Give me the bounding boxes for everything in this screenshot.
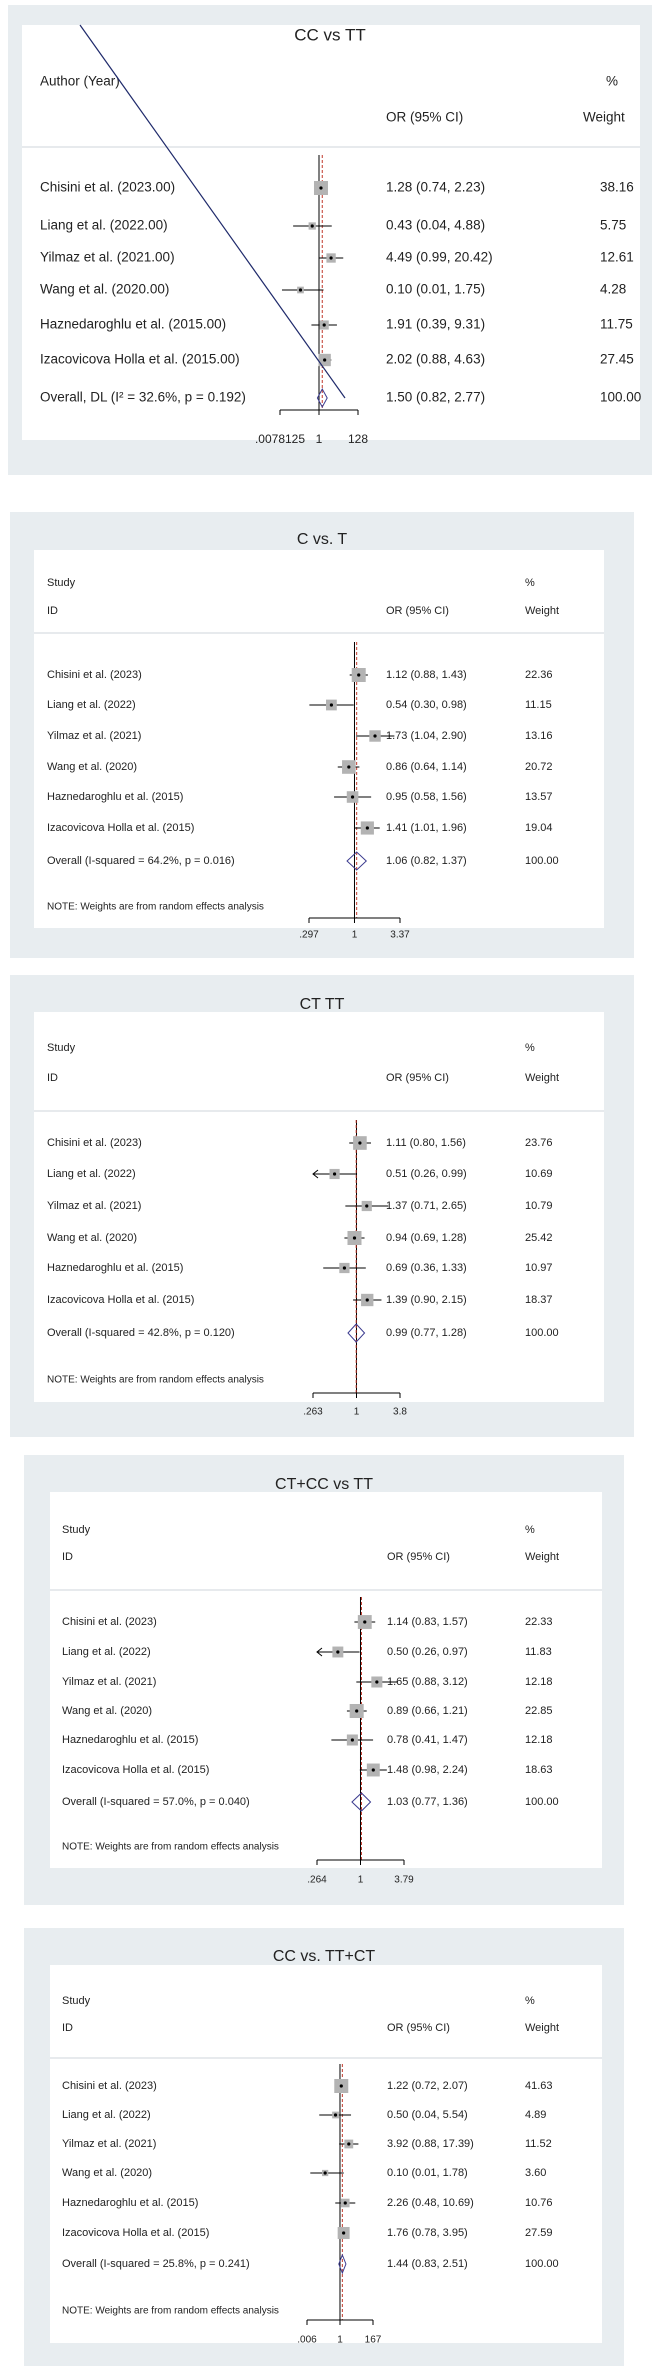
study-label: Haznedaroghlu et al. (2015): [62, 2196, 199, 2209]
header-weight: Weight: [525, 1071, 560, 1084]
x-tick-label: 1: [353, 1406, 360, 1418]
chart-title: CC vs. TT+CT: [272, 1948, 376, 1966]
x-tick-label: .0078125: [254, 432, 306, 447]
forest-plot-c-vs-t: [10, 512, 634, 958]
header-percent: %: [525, 1041, 535, 1054]
header-study: Study: [62, 1523, 91, 1536]
study-label: Liang et al. (2022): [47, 1167, 136, 1180]
header-weight: Weight: [525, 1550, 560, 1563]
forest-plot-cc-vs-tt: [8, 5, 652, 475]
point-estimate: [347, 2142, 350, 2145]
study-weight: 22.36: [525, 668, 553, 681]
study-weight: 18.37: [525, 1293, 553, 1306]
study-ci: 1.73 (1.04, 2.90): [386, 729, 467, 742]
point-estimate: [347, 765, 350, 768]
header-or: OR (95% CI): [387, 2021, 450, 2034]
study-ci: 0.54 (0.30, 0.98): [386, 698, 467, 711]
point-estimate: [330, 703, 333, 706]
study-weight: 10.79: [525, 1199, 553, 1212]
study-weight: 12.18: [525, 1675, 553, 1688]
study-weight: 27.59: [525, 2226, 553, 2239]
study-ci: 0.50 (0.04, 5.54): [387, 2108, 468, 2121]
x-tick-label: 3.37: [390, 929, 410, 941]
study-weight: 19.04: [525, 821, 553, 834]
study-weight: 12.18: [525, 1733, 553, 1746]
point-estimate: [340, 2084, 343, 2087]
forest-svg: [24, 1928, 624, 2366]
study-ci: 0.94 (0.69, 1.28): [386, 1231, 467, 1244]
study-weight: 11.75: [600, 316, 633, 332]
overall-ci: 1.44 (0.83, 2.51): [387, 2257, 468, 2270]
point-estimate: [343, 1266, 346, 1269]
forest-plot-ct-tt: [10, 975, 634, 1437]
study-ci: 3.92 (0.88, 17.39): [387, 2137, 474, 2150]
point-estimate: [366, 1298, 369, 1301]
study-ci: 0.89 (0.66, 1.21): [387, 1704, 468, 1717]
forest-svg: [10, 512, 634, 958]
overall-label: Overall (I-squared = 42.8%, p = 0.120): [47, 1326, 235, 1339]
study-ci: 1.76 (0.78, 3.95): [387, 2226, 468, 2239]
study-label: Yilmaz et al. (2021.00): [40, 249, 175, 265]
study-ci: 1.14 (0.83, 1.57): [387, 1615, 468, 1628]
study-label: Liang et al. (2022): [62, 1645, 151, 1658]
study-ci: 1.22 (0.72, 2.07): [387, 2079, 468, 2092]
study-label: Liang et al. (2022): [47, 698, 136, 711]
header-percent: %: [525, 1523, 535, 1536]
header-study: Study: [47, 576, 76, 589]
overall-label: Overall (I-squared = 57.0%, p = 0.040): [62, 1795, 250, 1808]
x-tick-label: 167: [364, 2334, 382, 2346]
header-id: ID: [62, 2021, 73, 2034]
study-weight: 23.76: [525, 1136, 553, 1149]
study-label: Wang et al. (2020): [62, 2166, 153, 2179]
header-percent: %: [525, 1994, 535, 2007]
x-tick-label: .263: [303, 1406, 323, 1418]
study-weight: 4.28: [600, 281, 627, 297]
study-weight: 27.45: [600, 351, 634, 367]
overall-weight: 100.00: [600, 389, 642, 405]
study-label: Chisini et al. (2023): [47, 668, 142, 681]
study-ci: 0.10 (0.01, 1.78): [387, 2166, 468, 2179]
x-tick-label: .264: [307, 1874, 327, 1886]
x-tick-label: 3.79: [394, 1874, 414, 1886]
point-estimate: [351, 1738, 354, 1741]
point-estimate: [355, 1709, 358, 1712]
study-weight: 20.72: [525, 760, 553, 773]
overall-weight: 100.00: [525, 1795, 559, 1808]
study-ci: 0.50 (0.26, 0.97): [387, 1645, 468, 1658]
header-or: OR (95% CI): [387, 1550, 450, 1563]
point-estimate: [324, 2171, 327, 2174]
point-estimate: [353, 1236, 356, 1239]
point-estimate: [365, 1204, 368, 1207]
x-tick-label: 1: [315, 432, 323, 447]
study-label: Wang et al. (2020): [62, 1704, 153, 1717]
study-weight: 22.85: [525, 1704, 553, 1717]
study-label: Chisini et al. (2023): [62, 2079, 157, 2092]
study-ci: 0.78 (0.41, 1.47): [387, 1733, 468, 1746]
chart-title: CC vs TT: [294, 25, 366, 45]
forest-plot-ctcc-vs-tt: [24, 1455, 624, 1905]
weights-note: NOTE: Weights are from random effects analysis: [47, 901, 264, 913]
study-weight: 25.42: [525, 1231, 553, 1244]
study-label: Izacovicova Holla et al. (2015): [47, 821, 195, 834]
point-estimate: [311, 224, 314, 227]
plot-area: [50, 1965, 602, 2343]
study-ci: 0.51 (0.26, 0.99): [386, 1167, 467, 1180]
study-label: Liang et al. (2022.00): [40, 217, 168, 233]
point-estimate: [372, 1768, 375, 1771]
overall-ci: 0.99 (0.77, 1.28): [386, 1326, 467, 1339]
study-label: Haznedaroghlu et al. (2015): [47, 790, 184, 803]
study-label: Wang et al. (2020): [47, 1231, 138, 1244]
chart-title: CT TT: [299, 996, 345, 1014]
point-estimate: [323, 323, 326, 326]
study-ci: 0.10 (0.01, 1.75): [386, 281, 486, 297]
study-weight: 10.97: [525, 1261, 553, 1274]
point-estimate: [334, 2113, 337, 2116]
study-ci: 1.39 (0.90, 2.15): [386, 1293, 467, 1306]
study-ci: 1.12 (0.88, 1.43): [386, 668, 467, 681]
point-estimate: [363, 1620, 366, 1623]
study-ci: 1.28 (0.74, 2.23): [386, 179, 486, 195]
study-label: Wang et al. (2020): [47, 760, 138, 773]
study-label: Yilmaz et al. (2021): [62, 1675, 157, 1688]
point-estimate: [342, 2231, 345, 2234]
study-weight: 13.16: [525, 729, 553, 742]
study-ci: 0.95 (0.58, 1.56): [386, 790, 467, 803]
x-tick-label: 1: [357, 1874, 364, 1886]
study-weight: 11.52: [525, 2137, 552, 2150]
study-ci: 2.02 (0.88, 4.63): [386, 351, 486, 367]
point-estimate: [373, 734, 376, 737]
study-label: Izacovicova Holla et al. (2015.00): [40, 351, 240, 367]
study-label: Chisini et al. (2023): [62, 1615, 157, 1628]
header-percent: %: [525, 576, 535, 589]
x-tick-label: .297: [299, 929, 319, 941]
study-weight: 18.63: [525, 1763, 553, 1776]
study-label: Haznedaroghlu et al. (2015): [62, 1733, 199, 1746]
chart-title: CT+CC vs TT: [275, 1476, 373, 1494]
study-ci: 0.43 (0.04, 4.88): [386, 217, 486, 233]
point-estimate: [333, 1172, 336, 1175]
study-label: Chisini et al. (2023): [47, 1136, 142, 1149]
study-ci: 1.48 (0.98, 2.24): [387, 1763, 468, 1776]
study-weight: 11.83: [525, 1645, 552, 1658]
overall-weight: 100.00: [525, 1326, 559, 1339]
point-estimate: [336, 1650, 339, 1653]
study-label: Haznedaroghlu et al. (2015.00): [40, 316, 227, 332]
header-study: Study: [62, 1994, 91, 2007]
study-ci: 1.11 (0.80, 1.56): [386, 1136, 466, 1149]
overall-label: Overall (I-squared = 25.8%, p = 0.241): [62, 2257, 250, 2270]
study-label: Izacovicova Holla et al. (2015): [62, 2226, 210, 2239]
overall-ci: 1.50 (0.82, 2.77): [386, 389, 486, 405]
study-ci: 1.65 (0.88, 3.12): [387, 1675, 468, 1688]
point-estimate: [366, 826, 369, 829]
header-or: OR (95% CI): [386, 109, 464, 125]
study-label: Izacovicova Holla et al. (2015): [47, 1293, 195, 1306]
study-label: Yilmaz et al. (2021): [47, 1199, 142, 1212]
point-estimate: [358, 1141, 361, 1144]
header-id: ID: [62, 1550, 73, 1563]
header-study: Study: [47, 1041, 76, 1054]
study-weight: 5.75: [600, 217, 627, 233]
point-estimate: [344, 2201, 347, 2204]
study-label: Chisini et al. (2023.00): [40, 179, 176, 195]
header-or: OR (95% CI): [386, 604, 449, 617]
header-weight: Weight: [525, 604, 560, 617]
weights-note: NOTE: Weights are from random effects analysis: [62, 2305, 279, 2317]
study-ci: 0.69 (0.36, 1.33): [386, 1261, 467, 1274]
study-weight: 13.57: [525, 790, 553, 803]
study-label: Wang et al. (2020.00): [40, 281, 170, 297]
overall-weight: 100.00: [525, 854, 559, 867]
x-tick-label: .006: [297, 2334, 317, 2346]
study-label: Haznedaroghlu et al. (2015): [47, 1261, 184, 1274]
point-estimate: [351, 795, 354, 798]
study-label: Yilmaz et al. (2021): [62, 2137, 157, 2150]
x-tick-label: 3.8: [393, 1406, 407, 1418]
forest-plot-cc-vs-tttct: [24, 1928, 624, 2366]
weights-note: NOTE: Weights are from random effects analysis: [62, 1841, 279, 1853]
overall-weight: 100.00: [525, 2257, 559, 2270]
chart-title: C vs. T: [296, 531, 348, 549]
study-weight: 38.16: [600, 179, 634, 195]
overall-ci: 1.06 (0.82, 1.37): [386, 854, 467, 867]
study-ci: 2.26 (0.48, 10.69): [387, 2196, 474, 2209]
x-tick-label: 128: [347, 432, 369, 447]
overall-label: Overall, DL (I² = 32.6%, p = 0.192): [40, 389, 246, 405]
study-weight: 10.69: [525, 1167, 553, 1180]
forest-svg: [10, 975, 634, 1437]
point-estimate: [329, 256, 332, 259]
study-label: Yilmaz et al. (2021): [47, 729, 142, 742]
overall-ci: 1.03 (0.77, 1.36): [387, 1795, 468, 1808]
point-estimate: [357, 673, 360, 676]
study-label: Liang et al. (2022): [62, 2108, 151, 2121]
study-ci: 1.91 (0.39, 9.31): [386, 316, 486, 332]
study-weight: 12.61: [600, 249, 634, 265]
study-weight: 22.33: [525, 1615, 553, 1628]
header-id: ID: [47, 1071, 58, 1084]
study-ci: 1.37 (0.71, 2.65): [386, 1199, 467, 1212]
overall-label: Overall (I-squared = 64.2%, p = 0.016): [47, 854, 235, 867]
study-weight: 41.63: [525, 2079, 553, 2092]
header-id: ID: [47, 604, 58, 617]
forest-svg: [8, 5, 652, 475]
study-weight: 11.15: [525, 698, 552, 711]
weights-note: NOTE: Weights are from random effects analysis: [47, 1374, 264, 1386]
header-weight: Weight: [583, 109, 625, 125]
point-estimate: [299, 288, 302, 291]
point-estimate: [319, 186, 322, 189]
study-weight: 3.60: [525, 2166, 547, 2179]
point-estimate: [323, 358, 326, 361]
forest-svg: [24, 1455, 624, 1905]
header-study: Author (Year): [40, 73, 120, 89]
study-weight: 4.89: [525, 2108, 547, 2121]
study-ci: 4.49 (0.99, 20.42): [386, 249, 493, 265]
study-ci: 1.41 (1.01, 1.96): [386, 821, 467, 834]
study-weight: 10.76: [525, 2196, 553, 2209]
point-estimate: [375, 1680, 378, 1683]
x-tick-label: 1: [337, 2334, 343, 2346]
header-weight: Weight: [525, 2021, 560, 2034]
header-or: OR (95% CI): [386, 1071, 449, 1084]
header-percent: %: [606, 73, 619, 89]
study-ci: 0.86 (0.64, 1.14): [386, 760, 467, 773]
study-label: Izacovicova Holla et al. (2015): [62, 1763, 210, 1776]
x-tick-label: 1: [351, 929, 358, 941]
